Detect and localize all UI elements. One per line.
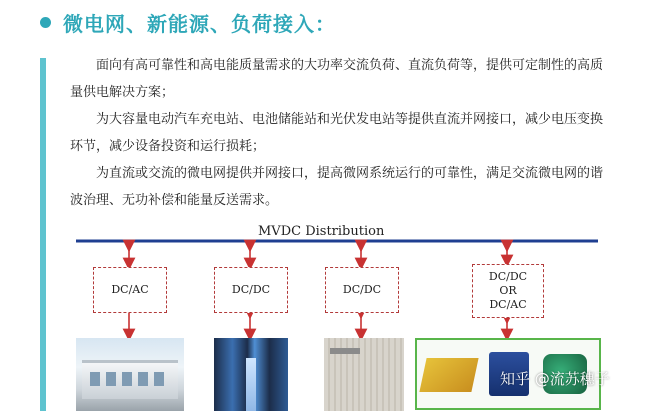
converter-box-dc-dc-2 <box>325 267 399 313</box>
converter-label: DC/AC <box>111 283 149 296</box>
converter-label: DC/AC <box>489 298 527 311</box>
converter-label: OR <box>499 284 517 297</box>
left-accent-bar <box>40 58 46 411</box>
paragraph-2: 为大容量电动汽车充电站、电池储能站和光伏发电站等提供直流并网接口，减少电压变换环节，减少设备投资和运行损耗； <box>70 112 604 154</box>
section-title: 微电网、新能源、负荷接入： <box>63 11 336 36</box>
converter-label: DC/DC <box>342 283 382 296</box>
solar-panel-icon <box>419 358 478 392</box>
storage-container-image <box>324 338 404 411</box>
converter-label: DC/DC <box>488 270 528 283</box>
watermark: 知乎 @流苏穗子 <box>500 370 610 388</box>
converter-box-dc-dc-1 <box>214 267 288 313</box>
converter-label: DC/DC <box>231 283 271 296</box>
paragraph-1: 面向有高可靠性和高电能质量需求的大功率交流负荷、直流负荷等，提供可定制性的高质量供电解决方案； <box>70 58 604 100</box>
converter-box-dc-ac <box>93 267 167 313</box>
section-heading <box>40 8 336 36</box>
converter-box-dc-dc-or-dc-ac <box>472 264 544 318</box>
factory-building-image <box>76 338 184 411</box>
data-center-image <box>214 338 288 411</box>
paragraph-3: 为直流或交流的微电网提供并网接口，提高微网系统运行的可靠性，满足交流微电网的谐波治理、无功补偿和能量反送需求。 <box>70 166 604 208</box>
bullet-dot-icon <box>40 17 51 28</box>
bus-label: MVDC Distribution <box>258 224 385 239</box>
